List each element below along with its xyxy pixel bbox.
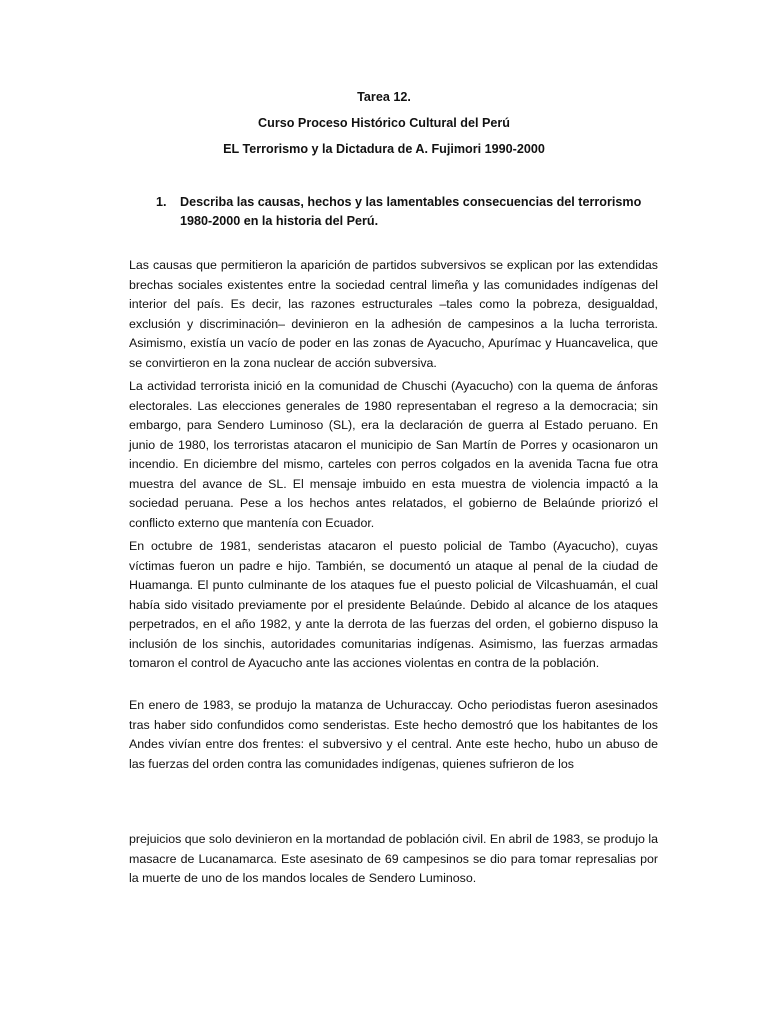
document-header [0, 84, 768, 162]
question-number: 1. [156, 195, 167, 209]
question-item [156, 193, 658, 231]
course-title: Curso Proceso Histórico Cultural del Perú [258, 116, 510, 130]
paragraph-1981-attacks: En octubre de 1981, senderistas atacaron el puesto policial de Tambo (Ayacucho), cuyas víctimas fueron un padre e hijo. También, se documentó un ataque al penal de la ciudad de Huamanga. El punto culminante de los ataques fue el puesto policial de Vilcashuamán, el cual había sido visitado previamente por el presidente Belaúnde. Debido al alcance de los ataques perpetrados, en el año 1982, y ante la derrota de las fuerzas del orden, el gobierno dispuso la inclusión de los sinchis, autoridades comunitarias indígenas. Asimismo, las fuerzas armadas tomaron el control de Ayacucho ante las acciones violentas en contra de la población. [129, 539, 658, 670]
paragraph-lucanamarca: prejuicios que solo devinieron en la mortandad de población civil. En abril de 1983, se produjo la masacre de Lucanamarca. Este asesinato de 69 campesinos se dio para tomar represalias por la muerte de uno de los mandos locales de Sendero Luminoso. [129, 832, 659, 885]
paragraph-chuschi: La actividad terrorista inició en la comunidad de Chuschi (Ayacucho) con la quema de ánforas electorales. Las elecciones generales de 1980 representaban el regreso a la democracia; sin embargo, para Sendero Luminoso (SL), era la declaración de guerra al Estado peruano. En junio de 1980, los terroristas atacaron el municipio de San Martín de Porres y ocasionaron un incendio. En diciembre del mismo, carteles con perros colgados en la avenida Tacna fue otra muestra del avance de SL. El mensaje imbuido en esta muestra de violencia impactó a la sociedad peruana. Pese a los hechos antes relatados, el gobierno de Belaúnde priorizó el conflicto externo que mantenía con Ecuador. [129, 379, 658, 530]
assignment-title: Tarea 12. [357, 90, 411, 104]
paragraph-uchuraccay: En enero de 1983, se produjo la matanza de Uchuraccay. Ocho periodistas fueron asesinados tras haber sido confundidos como senderistas. Este hecho demostró que los habitantes de los Andes vivían entre dos frentes: el subversivo y el central. Ante este hecho, hubo un abuso de las fuerzas del orden contra las comunidades indígenas, quienes sufrieron de los [129, 698, 658, 771]
question-text: Describa las causas, hechos y las lamentables consecuencias del terrorismo 1980-2000 en la historia del Perú. [180, 195, 642, 228]
paragraph-causes: Las causas que permitieron la aparición de partidos subversivos se explican por las extendidas brechas sociales existentes entre la sociedad central limeña y las comunidades indígenas del interior del país. Es decir, las razones estructurales –tales como la pobreza, desigualdad, exclusión y discriminación– devinieron en la adhesión de campesinos a la lucha terrorista. Asimismo, existía un vacío de poder en las zonas de Ayacucho, Apurímac y Huancavelica, que se convirtieron en la zona nuclear de acción subversiva. [129, 258, 658, 370]
topic-title: EL Terrorismo y la Dictadura de A. Fujimori 1990-2000 [223, 142, 545, 156]
